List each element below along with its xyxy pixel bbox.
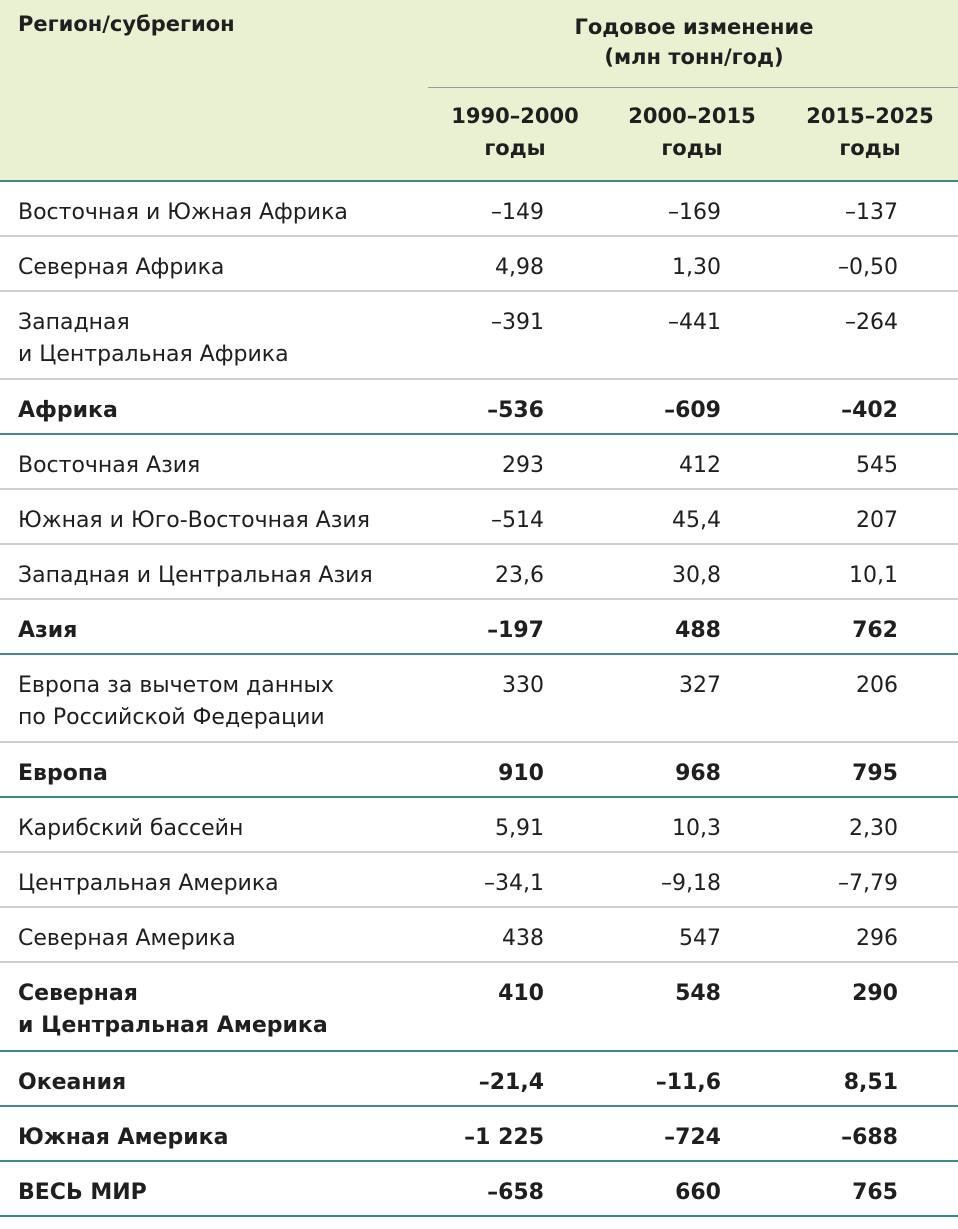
value-1990-2000: –34,1 — [484, 871, 544, 896]
region-name: Южная и Юго-Восточная Азия — [18, 508, 370, 533]
table-header — [0, 0, 958, 182]
value-1990-2000: –149 — [491, 200, 544, 225]
region-name: Восточная Азия — [18, 453, 201, 478]
region-name: Африка — [18, 398, 118, 423]
table-row — [0, 908, 958, 963]
value-1990-2000: 293 — [502, 453, 544, 478]
table-row — [0, 545, 958, 600]
table-row-total — [0, 1052, 958, 1107]
region-name: Восточная и Южная Африка — [18, 200, 348, 225]
value-2015-2025: 2,30 — [849, 816, 898, 841]
value-2015-2025: –402 — [841, 398, 898, 423]
value-2000-2015: 10,3 — [672, 816, 721, 841]
table-row-world-total — [0, 1162, 958, 1217]
value-2015-2025: 765 — [852, 1180, 898, 1205]
value-2000-2015: 968 — [675, 761, 721, 786]
value-1990-2000: 4,98 — [495, 255, 544, 280]
region-name: Европа за вычетом данных по Российской Федерации — [18, 673, 334, 730]
header-region-label: Регион/субрегион — [18, 12, 235, 36]
value-2015-2025: 8,51 — [843, 1070, 898, 1095]
value-2000-2015: –169 — [668, 200, 721, 225]
table-row — [0, 182, 958, 237]
value-2015-2025: –688 — [841, 1125, 898, 1150]
value-2000-2015: 547 — [679, 926, 721, 951]
value-2000-2015: 548 — [675, 981, 721, 1006]
header-group-label-line1: Годовое изменение — [574, 15, 814, 39]
table-row — [0, 435, 958, 490]
header-col2-line1: 2000–2015 — [628, 104, 756, 128]
table-row — [0, 853, 958, 908]
table-row — [0, 798, 958, 853]
header-col1-line2: годы — [484, 136, 546, 160]
value-1990-2000: –21,4 — [478, 1070, 544, 1095]
region-name: Европа — [18, 761, 108, 786]
region-name: Западная и Центральная Африка — [18, 310, 289, 367]
header-col3-line1: 2015–2025 — [806, 104, 934, 128]
value-2015-2025: 10,1 — [849, 563, 898, 588]
value-2015-2025: 290 — [852, 981, 898, 1006]
value-2015-2025: –264 — [845, 310, 898, 335]
header-col2-line2: годы — [661, 136, 723, 160]
table-row — [0, 490, 958, 545]
table-row-total — [0, 963, 958, 1052]
header-divider — [428, 87, 958, 88]
value-2015-2025: 762 — [852, 618, 898, 643]
value-2015-2025: –7,79 — [838, 871, 898, 896]
table-row-total — [0, 380, 958, 435]
value-2015-2025: 795 — [852, 761, 898, 786]
value-2015-2025: 296 — [856, 926, 898, 951]
table-body — [0, 182, 958, 1217]
value-2015-2025: –137 — [845, 200, 898, 225]
table-row — [0, 655, 958, 743]
value-2000-2015: 412 — [679, 453, 721, 478]
table-row — [0, 237, 958, 292]
region-name: Западная и Центральная Азия — [18, 563, 373, 588]
value-2000-2015: 488 — [675, 618, 721, 643]
value-1990-2000: –514 — [491, 508, 544, 533]
value-1990-2000: 410 — [498, 981, 544, 1006]
region-name: Северная и Центральная Америка — [18, 981, 328, 1038]
table-row-total — [0, 743, 958, 798]
value-1990-2000: 330 — [502, 673, 544, 698]
header-col-1990-2000 — [425, 100, 605, 164]
region-name: Океания — [18, 1070, 127, 1095]
value-2000-2015: 45,4 — [672, 508, 721, 533]
header-col-2015-2025 — [780, 100, 958, 164]
value-2000-2015: 30,8 — [672, 563, 721, 588]
value-2015-2025: 545 — [856, 453, 898, 478]
value-1990-2000: –391 — [491, 310, 544, 335]
value-1990-2000: 23,6 — [495, 563, 544, 588]
value-2000-2015: –724 — [664, 1125, 721, 1150]
region-name: Северная Америка — [18, 926, 236, 951]
region-name: Северная Африка — [18, 255, 225, 280]
value-1990-2000: –658 — [487, 1180, 544, 1205]
value-2000-2015: 1,30 — [672, 255, 721, 280]
region-name: Центральная Америка — [18, 871, 279, 896]
header-col3-line2: годы — [839, 136, 901, 160]
value-1990-2000: 5,91 — [495, 816, 544, 841]
value-2000-2015: –9,18 — [661, 871, 721, 896]
region-name: ВЕСЬ МИР — [18, 1180, 147, 1205]
header-group-label — [430, 12, 958, 72]
table-row-total — [0, 600, 958, 655]
value-2000-2015: 660 — [675, 1180, 721, 1205]
value-1990-2000: –1 225 — [464, 1125, 544, 1150]
region-name: Южная Америка — [18, 1125, 229, 1150]
value-2015-2025: –0,50 — [838, 255, 898, 280]
header-col1-line1: 1990–2000 — [451, 104, 579, 128]
value-1990-2000: –197 — [487, 618, 544, 643]
value-2015-2025: 206 — [856, 673, 898, 698]
value-2000-2015: –609 — [664, 398, 721, 423]
value-1990-2000: 438 — [502, 926, 544, 951]
table-row — [0, 292, 958, 380]
value-2000-2015: 327 — [679, 673, 721, 698]
value-1990-2000: –536 — [487, 398, 544, 423]
header-col-2000-2015 — [602, 100, 782, 164]
header-group-label-line2: (млн тонн/год) — [604, 45, 784, 69]
value-2000-2015: –11,6 — [655, 1070, 721, 1095]
region-name: Азия — [18, 618, 78, 643]
table-row-total — [0, 1107, 958, 1162]
value-1990-2000: 910 — [498, 761, 544, 786]
value-2000-2015: –441 — [668, 310, 721, 335]
value-2015-2025: 207 — [856, 508, 898, 533]
region-name: Карибский бассейн — [18, 816, 244, 841]
